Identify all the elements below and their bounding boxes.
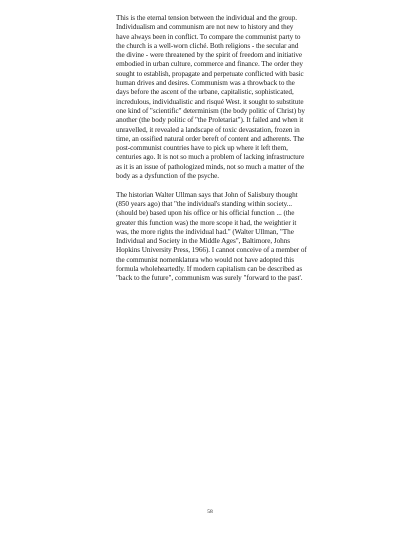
body-text bbox=[116, 14, 308, 284]
paragraph-2: The historian Walter Ullman says that John of Salisbury thought (850 years ago) that "the individual's standing within society... (should be) based upon his office or his official function ... (the greater this function was) the more scope it had, the weightier it was, the more rights the individual had." (Walter Ullman, "The Individual and Society in the Middle Ages", Baltimore, Johns Hopkins University Press, 1966). I cannot conceive of a member of the communist nomenklatura who would not have adopted this formula wholeheartedly. If modern capitalism can be described as "back to the future", communism was surely "forward to the past'. bbox=[116, 190, 307, 283]
page-number: 58 bbox=[207, 509, 213, 515]
paragraph-1: This is the eternal tension between the individual and the group. Individualism and communism are not new to history and they have always been in conflict. To compare the communist party to the church is a well-worn cliché. Both religions - the secular and the divine - were threatened by the spirit of freedom and initiative embodied in urban culture, commerce and finance. The order they sought to establish, propagate and perpetuate conflicted with basic human drives and desires. Communism was a throwback to the days before the ascent of the urbane, capitalistic, sophisticated, incredulous, individualistic and risqué West. it sought to substitute one kind of "scientific" determinism (the body politic of Christ) by another (the body politic of "the Proletariat"). It failed and when it unravelled, it revealed a landscape of toxic devastation, frozen in time, an ossified natural order bereft of content and adherents. The post-communist countries have to pick up where it left them, centuries ago. It is not so much a problem of lacking infrastructure as it is an issue of pathologized minds, not so much a matter of the body as a dysfunction of the psyche. bbox=[116, 14, 305, 181]
